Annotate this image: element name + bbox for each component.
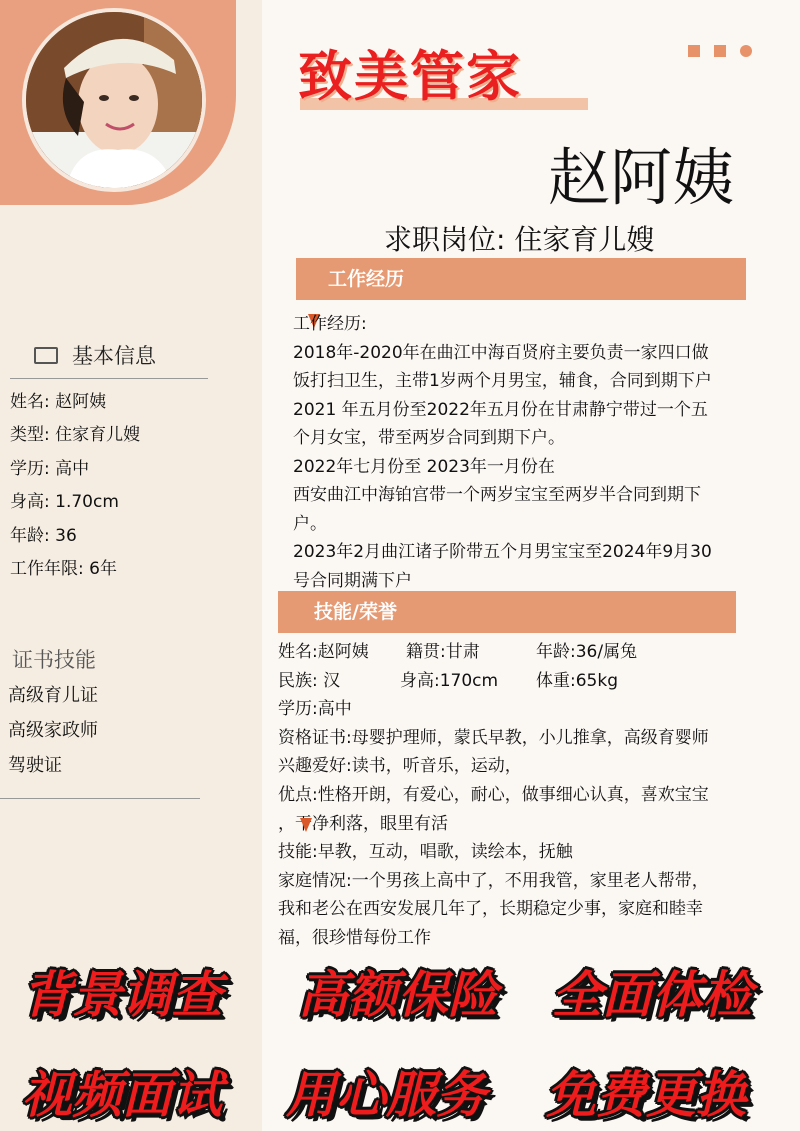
skills-line: 技能:早教，互动，唱歌，读绘本，抚触 — [278, 842, 573, 863]
slogan-video-interview: 视频面试 — [22, 1066, 222, 1124]
divider — [0, 798, 200, 799]
work-line: 2023年2月曲江诸子阶带五个月男宝宝至2024年9月30 — [293, 542, 712, 562]
round-dot-icon — [740, 45, 752, 57]
work-line: 户。 — [293, 513, 327, 534]
skills-row — [278, 667, 709, 696]
skills-line: ，干净利落，眼里有活 — [278, 813, 448, 834]
slogan-free-replacement: 免费更换 — [546, 1066, 746, 1124]
skills-line: 我和老公在西安发展几年了，长期稳定少事，家庭和睦幸 — [278, 899, 703, 920]
work-line: 2018年-2020年在曲江中海百贤府主要负责一家四口做 — [293, 342, 709, 363]
cert-list — [8, 678, 98, 783]
cert-item: 驾驶证 — [8, 755, 62, 776]
skills-line: 优点:性格开朗，有爱心，耐心，做事细心认真，喜欢宝宝 — [278, 784, 709, 805]
skills-line: 福，很珍惜每份工作 — [278, 927, 431, 948]
skills-row — [278, 638, 709, 667]
skills-field: 姓名:赵阿姨 — [278, 642, 369, 662]
skills-field: 体重:65kg — [536, 670, 618, 691]
cert-item: 高级育儿证 — [8, 685, 98, 706]
candidate-name: 赵阿姨 — [548, 141, 735, 214]
id-card-icon — [34, 347, 58, 364]
skills-line: 家庭情况:一个男孩上高中了，不用我管，家里老人帮带， — [278, 870, 709, 891]
skills-field: 身高:170cm — [400, 670, 499, 691]
cert-item: 高级家政师 — [8, 720, 98, 741]
skills-line: 资格证书:母婴护理师，蒙氏早教，小儿推拿，高级育婴师 — [278, 727, 709, 748]
basic-info-item: 年龄: 36 — [10, 525, 77, 546]
decor-dots — [688, 42, 766, 61]
work-line: 2022年七月份至 2023年一月份在 — [293, 456, 555, 477]
divider — [10, 378, 208, 379]
skills-field: 籍贯:甘肃 — [406, 642, 480, 662]
basic-info-item: 工作年限: 6年 — [10, 559, 117, 580]
skills-section-header: 技能/荣誉 — [278, 591, 736, 633]
slogan-service: 用心服务 — [286, 1066, 486, 1124]
basic-info-list — [10, 386, 140, 586]
job-target: 求职岗位: 住家育儿嫂 — [384, 223, 655, 256]
work-experience — [293, 310, 712, 595]
skills-line: 学历:高中 — [278, 699, 352, 720]
basic-info-heading: 基本信息 — [34, 340, 156, 370]
basic-info-item: 学历: 高中 — [10, 458, 90, 479]
work-line: 工作经历: — [293, 314, 367, 334]
slogan-background-check: 背景调查 — [22, 966, 222, 1024]
basic-info-item: 身高: 1.70cm — [10, 492, 119, 513]
marker-icon — [300, 818, 312, 832]
basic-info-item: 姓名: 赵阿姨 — [10, 392, 107, 412]
profile-photo — [22, 8, 206, 192]
work-section-header: 工作经历 — [296, 258, 746, 300]
work-line: 饭打扫卫生，主带1岁两个月男宝，辅食，合同到期下户 — [293, 371, 712, 391]
skills-field: 年龄:36/属兔 — [536, 642, 638, 662]
basic-info-item: 类型: 住家育儿嫂 — [10, 425, 141, 446]
work-line: 号合同期满下户 — [293, 570, 412, 591]
square-dot-icon — [688, 45, 700, 57]
cert-heading: 证书技能 — [12, 648, 96, 672]
brand-title: 致美管家 — [298, 45, 522, 108]
skills-line: 兴趣爱好:读书，听音乐，运动， — [278, 756, 522, 777]
skills-honors — [278, 638, 709, 953]
work-line: 2021 年五月份至2022年五月份在甘肃静宁带过一个五 — [293, 399, 708, 420]
slogan-insurance: 高额保险 — [298, 966, 498, 1024]
slogan-health-check: 全面体检 — [552, 966, 752, 1024]
square-dot-icon — [714, 45, 726, 57]
skills-field: 民族: 汉 — [278, 670, 341, 691]
work-line: 西安曲江中海铂宫带一个两岁宝宝至两岁半合同到期下 — [293, 485, 701, 505]
work-line: 个月女宝，带至两岁合同到期下户。 — [293, 428, 565, 448]
